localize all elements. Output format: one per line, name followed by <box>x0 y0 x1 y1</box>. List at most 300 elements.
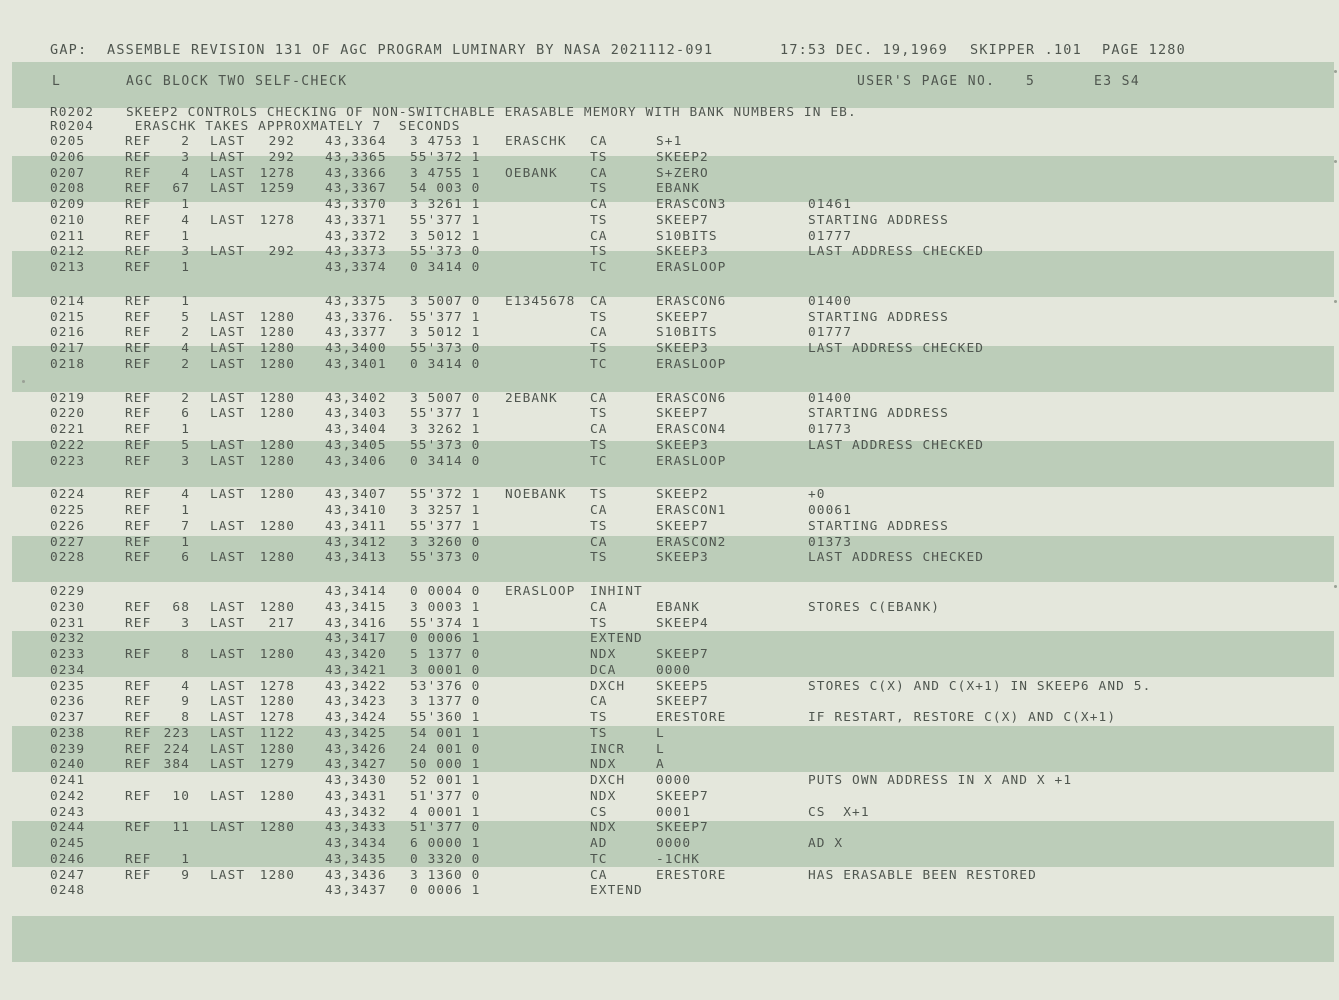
ref-count: 3 <box>181 244 190 260</box>
opcode: CA <box>590 165 608 181</box>
ref-count: 5 <box>181 437 190 453</box>
ref-label: REF <box>125 422 152 437</box>
comment: STARTING ADDRESS <box>808 406 949 422</box>
octal-word: 54 001 1 <box>410 725 481 741</box>
operand: EBANK <box>656 181 701 197</box>
listing-row <box>0 600 1339 615</box>
octal-word: 3 0001 0 <box>410 662 481 678</box>
last-page: 1280 <box>259 406 295 422</box>
last-label: LAST <box>210 647 246 662</box>
ref-label: REF <box>125 149 152 165</box>
listing-row <box>0 710 1339 725</box>
last-label: LAST <box>210 615 246 631</box>
ref-count: 2 <box>181 390 190 406</box>
octal-word: 3 3257 1 <box>410 503 481 518</box>
listing-row <box>0 487 1339 502</box>
opcode: INCR <box>590 741 626 757</box>
opcode: INHINT <box>590 584 643 599</box>
operand: L <box>656 741 665 757</box>
octal-word: 54 003 0 <box>410 181 481 197</box>
octal-word: 55'360 1 <box>410 710 481 725</box>
users-page-label: USER'S PAGE NO. <box>857 74 996 89</box>
ref-count: 8 <box>181 647 190 662</box>
address: 43,3376. <box>325 309 396 325</box>
address: 43,3423 <box>325 694 387 710</box>
octal-word: 53'376 0 <box>410 678 481 694</box>
comment: STARTING ADDRESS <box>808 212 949 228</box>
comment: 01777 <box>808 325 853 341</box>
seq-number: 0242 <box>50 788 86 804</box>
seq-number: 0208 <box>50 181 86 197</box>
last-label: LAST <box>210 165 246 181</box>
intro-text: SKEEP2 CONTROLS CHECKING OF NON-SWITCHABLE ERASABLE MEMORY WITH BANK NUMBERS IN EB. <box>126 105 857 120</box>
octal-word: 55'372 1 <box>410 149 481 165</box>
last-label: LAST <box>210 725 246 741</box>
last-label: LAST <box>210 757 246 773</box>
last-page: 1278 <box>259 165 295 181</box>
ref-label: REF <box>125 710 152 725</box>
seq-number: 0215 <box>50 309 86 325</box>
address: 43,3403 <box>325 406 387 422</box>
ref-label: REF <box>125 341 152 356</box>
seq-number: 0205 <box>50 134 86 149</box>
seq-number: 0240 <box>50 757 86 773</box>
seq-number: 0241 <box>50 773 86 788</box>
octal-word: 3 1377 0 <box>410 694 481 710</box>
operand: ERASCON3 <box>656 197 727 212</box>
ref-label: REF <box>125 437 152 453</box>
address: 43,3364 <box>325 134 387 149</box>
address: 43,3436 <box>325 867 387 883</box>
last-page: 292 <box>268 149 295 165</box>
ref-label: REF <box>125 260 152 275</box>
octal-word: 3 5012 1 <box>410 325 481 341</box>
seq-number: 0212 <box>50 244 86 260</box>
ref-label: REF <box>125 518 152 534</box>
ref-count: 1 <box>181 260 190 275</box>
section-title: AGC BLOCK TWO SELF-CHECK <box>126 74 348 89</box>
seq-number: 0247 <box>50 867 86 883</box>
address: 43,3401 <box>325 356 387 372</box>
ref-label: REF <box>125 356 152 372</box>
last-page: 1280 <box>259 788 295 804</box>
last-page: 1280 <box>259 309 295 325</box>
seq-number: 0232 <box>50 631 86 647</box>
address: 43,3410 <box>325 503 387 518</box>
listing-row <box>0 503 1339 518</box>
last-label: LAST <box>210 741 246 757</box>
address: 43,3374 <box>325 260 387 275</box>
last-label: LAST <box>210 149 246 165</box>
operand: SKEEP7 <box>656 309 709 325</box>
seq-number: 0228 <box>50 550 86 566</box>
last-label: LAST <box>210 437 246 453</box>
opcode: TS <box>590 615 608 631</box>
seq-number: 0211 <box>50 228 86 244</box>
opcode: CA <box>590 228 608 244</box>
octal-word: 5 1377 0 <box>410 647 481 662</box>
comment: 01373 <box>808 534 853 550</box>
seq-number: 0209 <box>50 197 86 212</box>
last-label: LAST <box>210 356 246 372</box>
octal-word: 3 3261 1 <box>410 197 481 212</box>
operand: ERASCON1 <box>656 503 727 518</box>
listing-row <box>0 663 1339 678</box>
address: 43,3367 <box>325 181 387 197</box>
operand: SKEEP7 <box>656 788 709 804</box>
octal-word: 6 0000 1 <box>410 836 481 851</box>
opcode: TS <box>590 212 608 228</box>
seq-number: 0244 <box>50 820 86 836</box>
last-page: 1280 <box>259 599 295 615</box>
address: 43,3432 <box>325 804 387 820</box>
symbol-label: ERASLOOP <box>505 584 576 599</box>
opcode: TS <box>590 487 608 503</box>
users-page-number: 5 <box>1026 74 1036 89</box>
comment: LAST ADDRESS CHECKED <box>808 550 985 566</box>
operand: SKEEP3 <box>656 244 709 260</box>
opcode: TS <box>590 437 608 453</box>
listing-row <box>0 244 1339 259</box>
seq-number: 0219 <box>50 390 86 406</box>
listing-row <box>0 694 1339 709</box>
page-number: PAGE 1280 <box>1102 42 1186 58</box>
ref-count: 2 <box>181 325 190 341</box>
comment: STORES C(X) AND C(X+1) IN SKEEP6 AND 5. <box>808 678 1152 694</box>
address: 43,3431 <box>325 788 387 804</box>
listing-row <box>0 294 1339 309</box>
address: 43,3413 <box>325 550 387 566</box>
section-code: E3 S4 <box>1094 74 1141 89</box>
operand: 0000 <box>656 773 692 788</box>
ref-count: 7 <box>181 518 190 534</box>
octal-word: 55'377 1 <box>410 212 481 228</box>
seq-number: 0231 <box>50 615 86 631</box>
listing-row <box>0 820 1339 835</box>
opcode: NDX <box>590 647 617 662</box>
edge-mark <box>1334 160 1337 163</box>
ref-label: REF <box>125 181 152 197</box>
symbol-label: OEBANK <box>505 165 558 181</box>
octal-word: 55'377 1 <box>410 518 481 534</box>
ref-count: 8 <box>181 710 190 725</box>
ref-count: 3 <box>181 615 190 631</box>
octal-word: 55'373 0 <box>410 550 481 566</box>
listing-row <box>0 357 1339 372</box>
seq-number: 0223 <box>50 453 86 469</box>
octal-word: 3 4753 1 <box>410 134 481 149</box>
opcode: EXTEND <box>590 883 643 899</box>
operand: SKEEP7 <box>656 694 709 710</box>
listing-row <box>0 726 1339 741</box>
symbol-label: ERASCHK <box>505 134 567 149</box>
octal-word: 55'372 1 <box>410 487 481 503</box>
seq-number: 0233 <box>50 647 86 662</box>
ref-label: REF <box>125 197 152 212</box>
paper-band <box>12 916 1334 962</box>
seq-number: 0216 <box>50 325 86 341</box>
ref-label: REF <box>125 244 152 260</box>
ref-label: REF <box>125 309 152 325</box>
ref-count: 1 <box>181 422 190 437</box>
comment: +0 <box>808 487 826 503</box>
octal-word: 52 001 1 <box>410 773 481 788</box>
seq-number: R0204 <box>50 118 95 134</box>
octal-word: 3 3262 1 <box>410 422 481 437</box>
comment: AD X <box>808 836 844 851</box>
last-page: 1280 <box>259 487 295 503</box>
ref-count: 6 <box>181 406 190 422</box>
address: 43,3400 <box>325 341 387 356</box>
last-page: 1280 <box>259 741 295 757</box>
ref-label: REF <box>125 694 152 710</box>
octal-word: 0 3414 0 <box>410 260 481 275</box>
last-label: LAST <box>210 867 246 883</box>
listing-row <box>0 616 1339 631</box>
address: 43,3372 <box>325 228 387 244</box>
operand: SKEEP3 <box>656 341 709 356</box>
seq-number: 0245 <box>50 836 86 851</box>
edge-mark <box>1334 70 1337 73</box>
listing-row <box>0 868 1339 883</box>
last-label: LAST <box>210 406 246 422</box>
listing-row <box>0 742 1339 757</box>
seq-number: 0239 <box>50 741 86 757</box>
opcode: TC <box>590 356 608 372</box>
ref-count: 4 <box>181 487 190 503</box>
seq-number: R0202 <box>50 105 95 120</box>
last-label: LAST <box>210 710 246 725</box>
operand: 0001 <box>656 804 692 820</box>
intro-line <box>0 119 1339 134</box>
operand: ERASLOOP <box>656 453 727 469</box>
listing-row <box>0 325 1339 340</box>
seq-number: 0236 <box>50 694 86 710</box>
ref-count: 3 <box>181 453 190 469</box>
seq-number: 0222 <box>50 437 86 453</box>
last-page: 217 <box>268 615 295 631</box>
ref-label: REF <box>125 615 152 631</box>
operand: SKEEP7 <box>656 518 709 534</box>
opcode: TS <box>590 710 608 725</box>
opcode: CA <box>590 599 608 615</box>
operand: ERASLOOP <box>656 260 727 275</box>
opcode: CA <box>590 503 608 518</box>
seq-number: 0230 <box>50 599 86 615</box>
octal-word: 3 1360 0 <box>410 867 481 883</box>
listing-row <box>0 836 1339 851</box>
comment: STORES C(EBANK) <box>808 599 941 615</box>
ref-label: REF <box>125 741 152 757</box>
address: 43,3417 <box>325 631 387 647</box>
opcode: CA <box>590 134 608 149</box>
listing-row <box>0 550 1339 565</box>
octal-word: 55'373 0 <box>410 244 481 260</box>
address: 43,3435 <box>325 851 387 867</box>
listing-row <box>0 181 1339 196</box>
listing-row <box>0 584 1339 599</box>
listing-row <box>0 883 1339 898</box>
seq-number: 0218 <box>50 356 86 372</box>
operand: SKEEP7 <box>656 212 709 228</box>
ref-count: 68 <box>172 599 190 615</box>
ref-count: 67 <box>172 181 190 197</box>
octal-word: 0 3320 0 <box>410 851 481 867</box>
ref-count: 9 <box>181 867 190 883</box>
ref-count: 4 <box>181 341 190 356</box>
address: 43,3365 <box>325 149 387 165</box>
operand: 0000 <box>656 662 692 678</box>
address: 43,3405 <box>325 437 387 453</box>
last-label: LAST <box>210 341 246 356</box>
ref-count: 2 <box>181 356 190 372</box>
last-page: 1279 <box>259 757 295 773</box>
opcode: CA <box>590 534 608 550</box>
operand: ERASCON4 <box>656 422 727 437</box>
operand: S10BITS <box>656 228 718 244</box>
ref-count: 1 <box>181 197 190 212</box>
ref-label: REF <box>125 851 152 867</box>
address: 43,3422 <box>325 678 387 694</box>
ref-label: REF <box>125 212 152 228</box>
listing-row <box>0 805 1339 820</box>
operand: ERASCON6 <box>656 390 727 406</box>
last-label: LAST <box>210 599 246 615</box>
ref-label: REF <box>125 725 152 741</box>
opcode: EXTEND <box>590 631 643 647</box>
ref-label: REF <box>125 165 152 181</box>
seq-number: 0221 <box>50 422 86 437</box>
seq-number: 0235 <box>50 678 86 694</box>
listing-row <box>0 852 1339 867</box>
address: 43,3407 <box>325 487 387 503</box>
ref-label: REF <box>125 503 152 518</box>
last-page: 1280 <box>259 518 295 534</box>
opcode: DCA <box>590 662 617 678</box>
seq-number: 0210 <box>50 212 86 228</box>
octal-word: 3 5007 0 <box>410 390 481 406</box>
listing-row <box>0 422 1339 437</box>
last-label: LAST <box>210 453 246 469</box>
operand: ERASCON2 <box>656 534 727 550</box>
last-label: LAST <box>210 212 246 228</box>
ref-count: 1 <box>181 534 190 550</box>
opcode: CA <box>590 422 608 437</box>
ref-count: 4 <box>181 165 190 181</box>
octal-word: 51'377 0 <box>410 788 481 804</box>
last-page: 1280 <box>259 356 295 372</box>
last-page: 1280 <box>259 437 295 453</box>
listing-row <box>0 197 1339 212</box>
gap-label: GAP: <box>50 42 88 58</box>
ref-count: 10 <box>172 788 190 804</box>
last-label: LAST <box>210 678 246 694</box>
seq-number: 0248 <box>50 883 86 899</box>
seq-number: 0229 <box>50 584 86 599</box>
listing-row <box>0 229 1339 244</box>
operand: SKEEP7 <box>656 647 709 662</box>
address: 43,3433 <box>325 820 387 836</box>
octal-word: 55'373 0 <box>410 437 481 453</box>
opcode: CA <box>590 390 608 406</box>
operand: SKEEP7 <box>656 820 709 836</box>
ref-label: REF <box>125 390 152 406</box>
address: 43,3427 <box>325 757 387 773</box>
opcode: NDX <box>590 757 617 773</box>
last-page: 292 <box>268 244 295 260</box>
seq-number: 0213 <box>50 260 86 275</box>
ref-label: REF <box>125 293 152 309</box>
comment: LAST ADDRESS CHECKED <box>808 341 985 356</box>
octal-word: 0 3414 0 <box>410 356 481 372</box>
seq-number: 0227 <box>50 534 86 550</box>
comment: 01773 <box>808 422 853 437</box>
octal-word: 3 3260 0 <box>410 534 481 550</box>
edge-mark <box>22 380 25 383</box>
symbol-label: E1345678 <box>505 293 576 309</box>
intro-text: ERASCHK TAKES APPROXMATELY 7 SECONDS <box>126 118 461 134</box>
last-label: LAST <box>210 244 246 260</box>
comment: HAS ERASABLE BEEN RESTORED <box>808 867 1037 883</box>
last-label: LAST <box>210 181 246 197</box>
address: 43,3366 <box>325 165 387 181</box>
octal-word: 55'377 1 <box>410 309 481 325</box>
seq-number: 0234 <box>50 662 86 678</box>
address: 43,3434 <box>325 836 387 851</box>
last-label: LAST <box>210 309 246 325</box>
ref-count: 5 <box>181 309 190 325</box>
listing-row <box>0 519 1339 534</box>
ref-count: 11 <box>172 820 190 836</box>
listing-row <box>0 134 1339 149</box>
listing-row <box>0 213 1339 228</box>
listing-row <box>0 260 1339 275</box>
listing-row <box>0 406 1339 421</box>
ref-label: REF <box>125 867 152 883</box>
symbol-label: NOEBANK <box>505 487 567 503</box>
listing-row <box>0 391 1339 406</box>
listing-row <box>0 631 1339 646</box>
operand: 0000 <box>656 836 692 851</box>
address: 43,3404 <box>325 422 387 437</box>
last-label: LAST <box>210 487 246 503</box>
ref-label: REF <box>125 406 152 422</box>
last-label: LAST <box>210 518 246 534</box>
octal-word: 55'377 1 <box>410 406 481 422</box>
ref-label: REF <box>125 487 152 503</box>
octal-word: 0 0006 1 <box>410 631 481 647</box>
octal-word: 4 0001 1 <box>410 804 481 820</box>
last-label: LAST <box>210 788 246 804</box>
ref-count: 224 <box>163 741 190 757</box>
ref-count: 2 <box>181 134 190 149</box>
listing-row <box>0 454 1339 469</box>
listing-row <box>0 647 1339 662</box>
opcode: AD <box>590 836 608 851</box>
listing-row <box>0 166 1339 181</box>
address: 43,3371 <box>325 212 387 228</box>
operand: SKEEP5 <box>656 678 709 694</box>
operand: SKEEP3 <box>656 437 709 453</box>
octal-word: 50 000 1 <box>410 757 481 773</box>
last-page: 292 <box>268 134 295 149</box>
comment: LAST ADDRESS CHECKED <box>808 437 985 453</box>
last-page: 1259 <box>259 181 295 197</box>
comment: PUTS OWN ADDRESS IN X AND X +1 <box>808 773 1073 788</box>
last-page: 1280 <box>259 341 295 356</box>
ref-label: REF <box>125 134 152 149</box>
address: 43,3373 <box>325 244 387 260</box>
